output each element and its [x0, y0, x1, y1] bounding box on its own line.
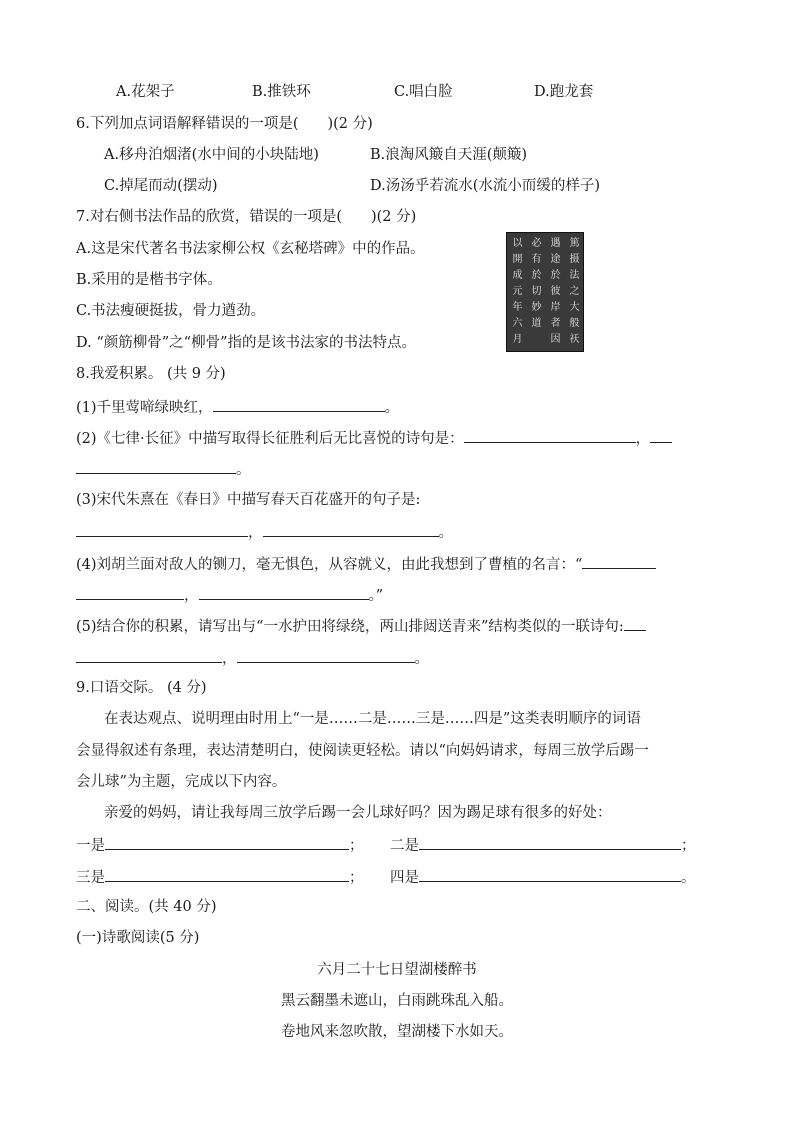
- answer-blank[interactable]: [105, 834, 349, 850]
- q6-stem: 6.下列加点词语解释错误的一项是( )(2 分): [76, 116, 373, 132]
- q6-option-c: C.掉尾而动(摆动): [104, 178, 218, 194]
- q9-para1-line2: 会显得叙述有条理，表达清楚明白，使阅读更轻松。请以“向妈妈请求，每周三放学后踢一: [76, 743, 649, 759]
- answer-blank[interactable]: [582, 553, 656, 569]
- q6-option-d: D.汤汤乎若流水(水流小而缓的样子): [370, 178, 601, 194]
- q9-stem: 9.口语交际。 (4 分): [76, 680, 207, 696]
- q8-item-1: (1)千里莺啼绿映红， 。: [76, 396, 399, 418]
- q9-reason-4: 四是 。: [390, 866, 696, 888]
- answer-blank[interactable]: [237, 647, 415, 663]
- q8-item-5-text: (5)结合你的积累，请写出与“一水护田将绿绕，两山排闼送青来”结构类似的一联诗句:: [76, 619, 624, 635]
- q9-reason-3: 三是 ；: [76, 866, 364, 888]
- answer-blank[interactable]: [624, 615, 646, 631]
- q6-option-b: B.浪淘风簸自天涯(颠簸): [370, 147, 528, 163]
- answer-blank[interactable]: [105, 866, 349, 882]
- answer-blank[interactable]: [464, 427, 636, 443]
- answer-blank[interactable]: [76, 458, 236, 474]
- q7-option-d: D. “颜筋柳骨”之“柳骨”指的是该书法家的书法特点。: [76, 335, 416, 351]
- q8-item-3-text: (3)宋代朱熹在《春日》中描写春天百花盛开的句子是:: [76, 492, 421, 508]
- answer-blank[interactable]: [76, 584, 184, 600]
- q7-option-a: A.这是宋代著名书法家柳公权《玄秘塔碑》中的作品。: [76, 241, 425, 257]
- answer-blank[interactable]: [199, 584, 369, 600]
- section-2-heading: 二、阅读。(共 40 分): [76, 899, 217, 915]
- reason-3-label: 三是: [76, 870, 105, 886]
- q8-item-2: (2)《七律·长征》中描写取得长征胜利后无比喜悦的诗句是： ，: [76, 427, 672, 449]
- answer-blank[interactable]: [419, 834, 681, 850]
- q9-reason-1: 一是 ；: [76, 834, 364, 856]
- reason-4-label: 四是: [390, 870, 419, 886]
- answer-blank[interactable]: [263, 521, 439, 537]
- q7-option-b: B.采用的是楷书字体。: [76, 272, 222, 288]
- answer-blank[interactable]: [213, 396, 385, 412]
- q7-stem: 7.对右侧书法作品的欣赏，错误的一项是( )(2 分): [76, 209, 417, 225]
- answer-blank[interactable]: [76, 647, 222, 663]
- answer-blank[interactable]: [419, 866, 681, 882]
- q8-item-5: [76, 615, 646, 637]
- option-c: C.唱白脸: [394, 84, 453, 100]
- q9-para2: 亲爱的妈妈，请让我每周三放学后踢一会儿球好吗？因为踢足球有很多的好处：: [104, 805, 612, 821]
- calligraphy-image: [506, 232, 584, 352]
- calligraphy-col-2: 遇途於彼岸者因: [550, 238, 561, 345]
- q9-para1-line3: 会儿球”为主题，完成以下内容。: [76, 774, 287, 790]
- q6-option-a: A.移舟泊烟渚(水中间的小块陆地): [104, 147, 319, 163]
- q9-reason-2: 二是 ；: [390, 834, 696, 856]
- subsection-1-heading: (一)诗歌阅读(5 分): [76, 930, 200, 946]
- q8-item-5-cont: ， 。: [76, 647, 429, 669]
- poem-title: 六月二十七日望湖楼醉书: [317, 962, 477, 978]
- q7-option-c: C.书法瘦硬挺拔，骨力遒劲。: [76, 303, 266, 319]
- q8-item-2-cont: 。: [76, 458, 251, 480]
- q8-item-4: [76, 553, 656, 575]
- q8-item-1-text: (1)千里莺啼绿映红，: [76, 400, 213, 416]
- reason-1-label: 一是: [76, 838, 105, 854]
- answer-blank[interactable]: [76, 521, 248, 537]
- poem-line-2: 卷地风来忽吹散，望湖楼下水如天。: [281, 1024, 513, 1040]
- q9-para1-line1: 在表达观点、说明理由时用上“一是……二是……三是……四是”这类表明顺序的词语: [104, 711, 641, 727]
- answer-blank[interactable]: [650, 427, 672, 443]
- option-d: D.跑龙套: [534, 84, 594, 100]
- q8-item-4-cont: ， 。”: [76, 584, 383, 606]
- calligraphy-col-3: 必有於切妙道: [531, 238, 542, 329]
- q8-item-4-text: (4)刘胡兰面对敌人的铡刀，毫无惧色，从容就义，由此我想到了曹植的名言：“: [76, 557, 583, 573]
- calligraphy-col-1: 篤摄法之大般祆: [569, 238, 580, 345]
- q8-item-2-text: (2)《七律·长征》中描写取得长征胜利后无比喜悦的诗句是：: [76, 431, 464, 447]
- calligraphy-col-4: 以開成元年六月: [512, 238, 523, 345]
- q8-stem: 8.我爱积累。 (共 9 分): [76, 366, 226, 382]
- reason-2-label: 二是: [390, 838, 419, 854]
- option-a: A.花架子: [116, 84, 175, 100]
- poem-line-1: 黑云翻墨未遮山，白雨跳珠乱入船。: [281, 993, 513, 1009]
- q8-item-3-blanks: ， 。: [76, 521, 453, 543]
- option-b: B.推铁环: [252, 84, 311, 100]
